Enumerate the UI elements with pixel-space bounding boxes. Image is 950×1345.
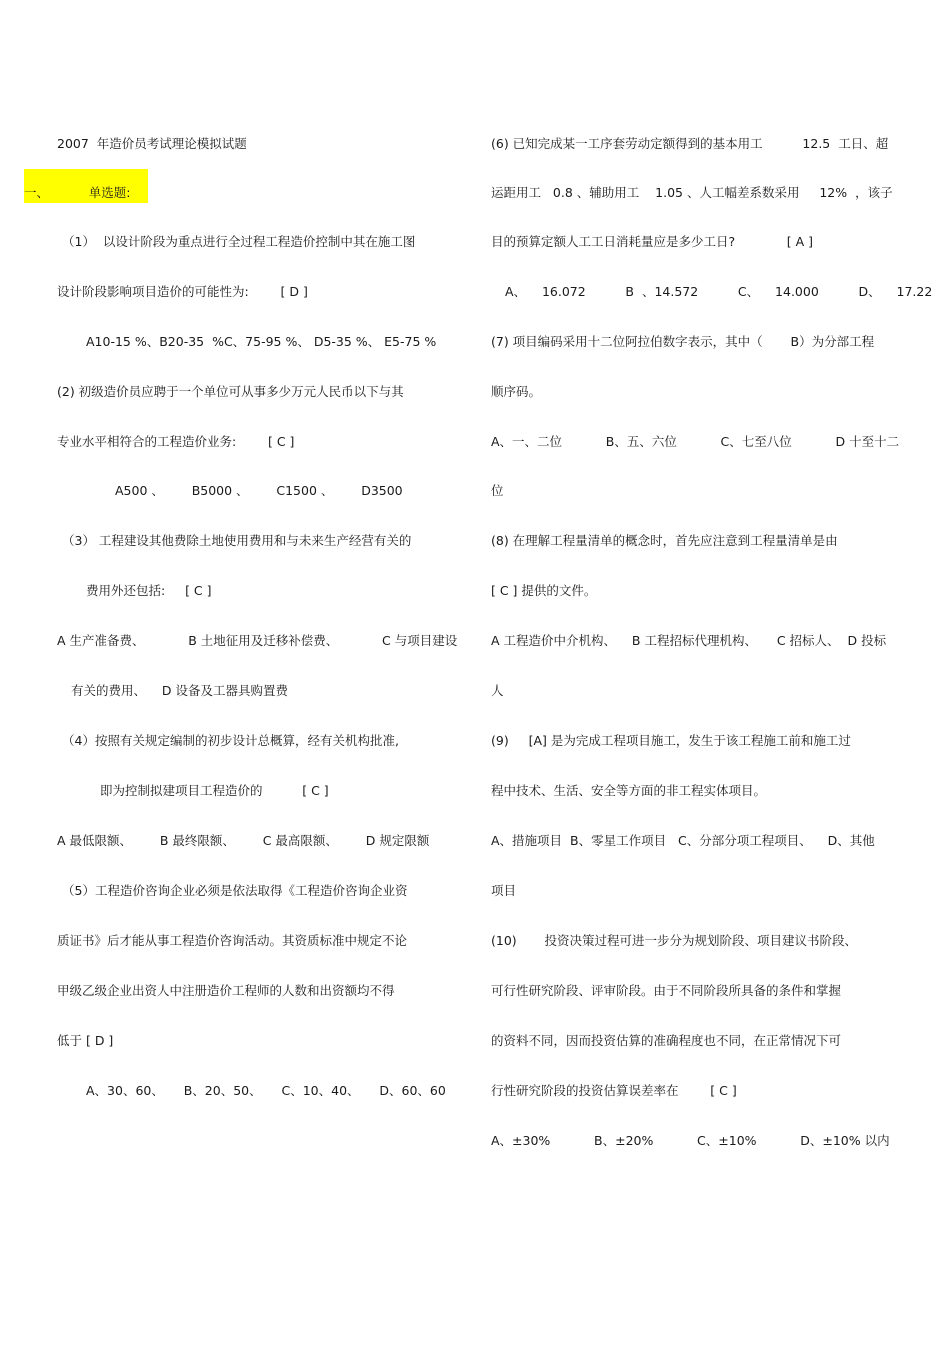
- question-7-line-1: (7) 项目编码采用十二位阿拉伯数字表示，其中（ B）为分部工程: [491, 334, 875, 349]
- question-9-line-2: 程中技术、生活、安全等方面的非工程实体项目。: [491, 783, 767, 798]
- question-1-line-1: （1） 以设计阶段为重点进行全过程工程造价控制中其在施工图: [62, 234, 416, 249]
- question-8-line-1: (8) 在理解工程量清单的概念时，首先应注意到工程量清单是由: [491, 533, 838, 548]
- question-2-line-1: (2) 初级造价员应聘于一个单位可从事多少万元人民币以下与其: [57, 384, 404, 399]
- question-6-line-2: 运距用工 0.8 、辅助用工 1.05 、人工幅差系数采用 12% ，该子: [491, 185, 893, 200]
- question-1-line-2: 设计阶段影响项目造价的可能性为: [ D ]: [57, 284, 308, 299]
- question-5-line-1: （5）工程造价咨询企业必须是依法取得《工程造价咨询企业资: [62, 883, 408, 898]
- question-8-line-2: [ C ] 提供的文件。: [491, 583, 597, 598]
- question-4-line-1: （4）按照有关规定编制的初步设计总概算，经有关机构批准,: [62, 733, 399, 748]
- question-7-options-2: 位: [491, 483, 504, 498]
- question-2-line-2: 专业水平相符合的工程造价业务: [ C ]: [57, 434, 295, 449]
- question-8-options-1: A 工程造价中介机构、 B 工程招标代理机构、 C 招标人、 D 投标: [491, 633, 887, 648]
- question-3-line-1: （3） 工程建设其他费除土地使用费用和与未来生产经营有关的: [62, 533, 412, 548]
- question-5-options: A、30、60、 B、20、50、 C、10、40、 D、60、60: [86, 1083, 446, 1098]
- question-3-options-2: 有关的费用、 D 设备及工器具购置费: [71, 683, 288, 698]
- question-7-line-2: 顺序码。: [491, 384, 542, 399]
- question-9-options-1: A、措施项目 B、零星工作项目 C、分部分项工程项目、 D、其他: [491, 833, 875, 848]
- question-2-options: A500 、 B5000 、 C1500 、 D3500: [115, 483, 403, 498]
- question-6-line-1: (6) 已知完成某一工序套劳动定额得到的基本用工 12.5 工日、超: [491, 136, 889, 151]
- question-4-line-2: 即为控制拟建项目工程造价的 [ C ]: [100, 783, 329, 798]
- question-10-line-1: (10) 投资决策过程可进一步分为规划阶段、项目建议书阶段、: [491, 933, 857, 948]
- question-5-line-4: 低于 [ D ]: [57, 1033, 114, 1048]
- section-heading: 一、 单选题:: [24, 185, 131, 200]
- question-10-line-2: 可行性研究阶段、评审阶段。由于不同阶段所具备的条件和掌握: [491, 983, 842, 998]
- question-5-line-2: 质证书》后才能从事工程造价咨询活动。其资质标准中规定不论: [57, 933, 408, 948]
- question-9-line-1: (9) [A] 是为完成工程项目施工，发生于该工程施工前和施工过: [491, 733, 851, 748]
- question-6-line-3: 目的预算定额人工工日消耗量应是多少工日? [ A ]: [491, 234, 814, 249]
- question-9-options-2: 项目: [491, 883, 517, 898]
- question-1-options: A10-15 %、B20-35 %C、75-95 %、 D5-35 %、 E5-75 %: [86, 334, 437, 349]
- question-10-line-3: 的资料不同，因而投资估算的准确程度也不同，在正常情况下可: [491, 1033, 842, 1048]
- document-title: 2007 年造价员考试理论模拟试题: [57, 136, 247, 151]
- question-10-line-4: 行性研究阶段的投资估算误差率在 [ C ]: [491, 1083, 737, 1098]
- question-3-line-2: 费用外还包括: [ C ]: [86, 583, 212, 598]
- question-6-options: A、 16.072 B 、14.572 C、 14.000 D、 17.22: [505, 284, 933, 299]
- question-3-options-1: A 生产准备费、 B 土地征用及迁移补偿费、 C 与项目建设: [57, 633, 458, 648]
- question-5-line-3: 甲级乙级企业出资人中注册造价工程师的人数和出资额均不得: [57, 983, 395, 998]
- question-7-options-1: A、一、二位 B、五、六位 C、七至八位 D 十至十二: [491, 434, 900, 449]
- question-10-options: A、±30% B、±20% C、±10% D、±10% 以内: [491, 1133, 890, 1148]
- question-4-options: A 最低限额、 B 最终限额、 C 最高限额、 D 规定限额: [57, 833, 430, 848]
- question-8-options-2: 人: [491, 683, 504, 698]
